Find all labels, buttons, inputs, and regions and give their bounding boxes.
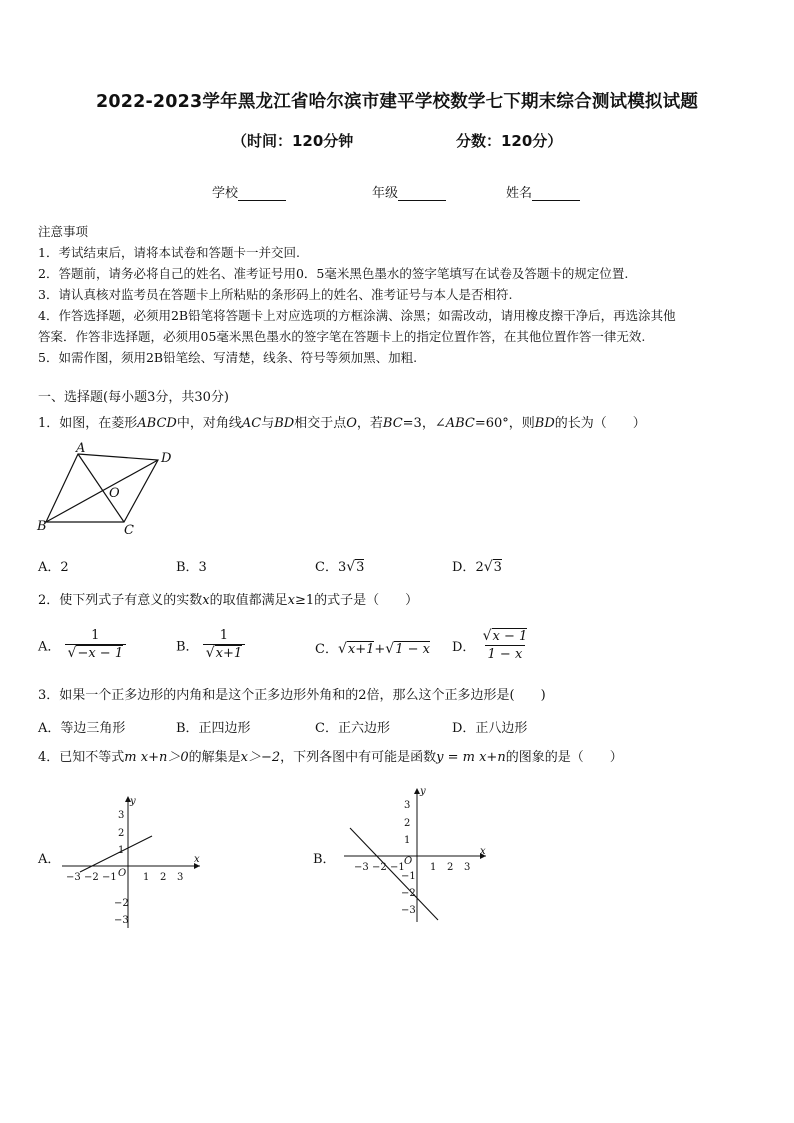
q4-option-a[interactable]: A． — [38, 852, 61, 867]
school-blank[interactable] — [238, 187, 286, 201]
q2-option-a[interactable] — [38, 628, 126, 662]
option-label: C． — [315, 560, 338, 575]
fraction — [203, 628, 245, 662]
y-tick: 3 — [118, 810, 125, 821]
origin-label: O — [118, 868, 127, 879]
numerator: √x − 1 — [482, 628, 528, 644]
q1-option-b[interactable]: B．3 — [176, 560, 207, 575]
label-a: A — [76, 442, 86, 456]
q3-option-a[interactable]: A．等边三角形 — [38, 721, 126, 736]
name-label: 姓名 — [506, 186, 533, 201]
notice-item: 5．如需作图，须用2B铅笔绘、写清楚，线条、符号等须加黑、加粗. — [38, 350, 418, 365]
y-tick: 1 — [404, 835, 411, 846]
y-tick: 3 — [404, 800, 411, 811]
school-field — [212, 182, 286, 201]
q1-option-c[interactable]: C．3√3 — [315, 559, 365, 575]
exam-time: （时间：120分钟 — [232, 132, 354, 150]
y-tick: −2 — [401, 888, 416, 899]
origin-label: O — [404, 856, 413, 867]
y-axis-label: y — [420, 786, 426, 797]
option-label: A． — [38, 639, 61, 655]
q4-option-b[interactable]: B． — [313, 852, 336, 867]
y-tick: 2 — [118, 828, 125, 839]
x-axis-label: x — [194, 854, 200, 865]
radicand: x − 1 — [492, 629, 528, 644]
q3-option-b[interactable]: B．正四边形 — [176, 721, 251, 736]
q2-var: x — [287, 593, 295, 608]
numerator: 1 — [91, 628, 100, 643]
y-tick: 2 — [404, 818, 411, 829]
option-label: C． — [315, 642, 338, 657]
page-title: 2022-2023学年黑龙江省哈尔滨市建平学校数学七下期末综合测试模拟试题 — [95, 92, 699, 112]
radicand: x+1 — [347, 642, 375, 657]
q1-var: ABC — [445, 416, 475, 431]
school-label: 学校 — [212, 186, 239, 201]
coef: 3 — [337, 560, 347, 575]
notice-item: 3．请认真核对监考员在答题卡上所粘贴的条形码上的姓名、准考证号与本人是否相符. — [38, 287, 513, 302]
notice-block — [38, 222, 676, 368]
numerator: 1 — [219, 628, 229, 643]
x-axis-label: x — [480, 846, 486, 857]
q2-option-d[interactable] — [452, 628, 530, 663]
notice-item: 1．考试结束后，请将本试卷和答题卡一并交回. — [38, 245, 300, 260]
q2-text: 的取值都满足 — [209, 593, 288, 608]
name-field — [506, 182, 580, 201]
q4-text: ，下列各图中有可能是函数 — [280, 750, 437, 765]
y-axis-label: y — [130, 796, 136, 807]
q2-stem — [38, 591, 418, 611]
label-d: D — [161, 451, 172, 466]
q1-var: AC — [241, 416, 262, 431]
x-tick: 1 — [143, 872, 150, 883]
option-label: D． — [452, 640, 476, 655]
graph-a-line — [80, 836, 152, 872]
q2-text: ≥1 — [294, 593, 315, 608]
q4-text: 4．已知不等式 — [38, 750, 125, 765]
q1-text: ，若 — [356, 416, 383, 431]
radicand: x+1 — [215, 646, 243, 661]
q1-var: ABCD — [137, 416, 177, 431]
x-tick: 2 — [447, 862, 454, 873]
q4-expr: x＞−2 — [240, 750, 281, 765]
x-tick: −3 — [66, 872, 81, 883]
q2-option-c[interactable]: C．√x+1+√1 − x — [315, 641, 430, 657]
q1-text: 1．如图，在菱形 — [38, 416, 138, 431]
q2-text: 2．使下列式子有意义的实数 — [38, 593, 203, 608]
q1-text: 相交于点 — [294, 416, 347, 431]
q2-text: 的式子是（ ） — [314, 593, 419, 608]
x-tick: −2 — [372, 862, 387, 873]
q1-var: BD — [534, 416, 555, 431]
y-tick: −2 — [114, 898, 129, 909]
denominator: 1 − x — [485, 645, 526, 663]
x-tick: 2 — [160, 872, 167, 883]
denominator: √−x − 1 — [65, 644, 127, 662]
q1-stem — [38, 414, 646, 434]
graph-a — [58, 792, 204, 930]
x-tick: 3 — [177, 872, 184, 883]
grade-label: 年级 — [372, 186, 399, 201]
q4-text: 的解集是 — [188, 750, 241, 765]
q1-text: =60°，则 — [474, 416, 535, 431]
radicand: 3 — [356, 560, 365, 575]
label-b: B — [37, 519, 47, 534]
q3-option-c[interactable]: C．正六边形 — [315, 721, 390, 736]
option-label: B． — [176, 639, 199, 655]
q1-var: BD — [274, 416, 295, 431]
q4-expr: y = m x+n — [436, 750, 506, 765]
radicand: −x − 1 — [77, 646, 124, 661]
x-tick: −3 — [354, 862, 369, 873]
exam-score: 分数：120分） — [456, 132, 563, 150]
grade-field — [372, 182, 446, 201]
q1-text: =3，∠ — [402, 416, 446, 431]
q4-stem — [38, 748, 623, 768]
graph-b — [340, 784, 490, 924]
q1-text: 与 — [261, 416, 275, 431]
q1-text: 中，对角线 — [176, 416, 242, 431]
coef: 2 — [475, 560, 484, 575]
q2-option-b[interactable] — [176, 628, 245, 662]
graph-b-line — [350, 828, 438, 920]
denominator: √x+1 — [203, 644, 245, 662]
x-tick: −2 — [84, 872, 99, 883]
notice-title: 注意事项 — [38, 224, 89, 239]
q4-text: 的图象的是（ ） — [505, 750, 623, 765]
q1-var: BC — [382, 416, 403, 431]
q1-option-d[interactable]: D．2√3 — [452, 559, 502, 575]
y-tick: −3 — [114, 915, 129, 926]
q3-stem: 3．如果一个正多边形的内角和是这个正多边形外角和的2倍，那么这个正多边形是( ) — [38, 688, 546, 703]
notice-item: 2．答题前，请务必将自己的姓名、准考证号用0．5毫米黑色墨水的签字笔填写在试卷及答题卡的规定位置. — [38, 266, 629, 281]
q4-expr: m x+n＞0 — [124, 750, 189, 765]
label-o: O — [109, 486, 120, 501]
name-blank[interactable] — [532, 187, 580, 201]
q1-var: O — [346, 416, 357, 431]
rhombus-outline — [46, 454, 158, 522]
plus-sign: + — [374, 642, 386, 657]
q1-text: 的长为（ ） — [554, 416, 646, 431]
q2-var: x — [202, 593, 210, 608]
x-tick: −1 — [390, 862, 405, 873]
notice-item: 4．作答选择题，必须用2B铅笔将答题卡上对应选项的方框涂满、涂黑；如需改动，请用橡皮擦干净后，再选涂其他 — [38, 308, 676, 323]
q1-option-a[interactable]: A．2 — [38, 560, 69, 575]
q3-option-d[interactable]: D．正八边形 — [452, 721, 528, 736]
x-tick: 1 — [430, 862, 437, 873]
label-c: C — [124, 523, 134, 538]
section-header: 一、选择题(每小题3分，共30分) — [38, 390, 229, 405]
fraction — [65, 628, 127, 662]
x-tick: 3 — [464, 862, 471, 873]
fraction — [480, 628, 531, 663]
notice-item: 答案．作答非选择题，必须用05毫米黑色墨水的签字笔在答题卡上的指定位置作答，在其他位置作答一律无效. — [38, 329, 646, 344]
option-label: D． — [452, 560, 476, 575]
y-tick: 1 — [118, 845, 125, 856]
radicand: 3 — [493, 560, 502, 575]
x-tick: −1 — [102, 872, 117, 883]
radicand: 1 − x — [395, 642, 430, 657]
rhombus-figure — [30, 442, 180, 538]
y-tick: −1 — [401, 871, 416, 882]
grade-blank[interactable] — [398, 187, 446, 201]
y-tick: −3 — [401, 905, 416, 916]
